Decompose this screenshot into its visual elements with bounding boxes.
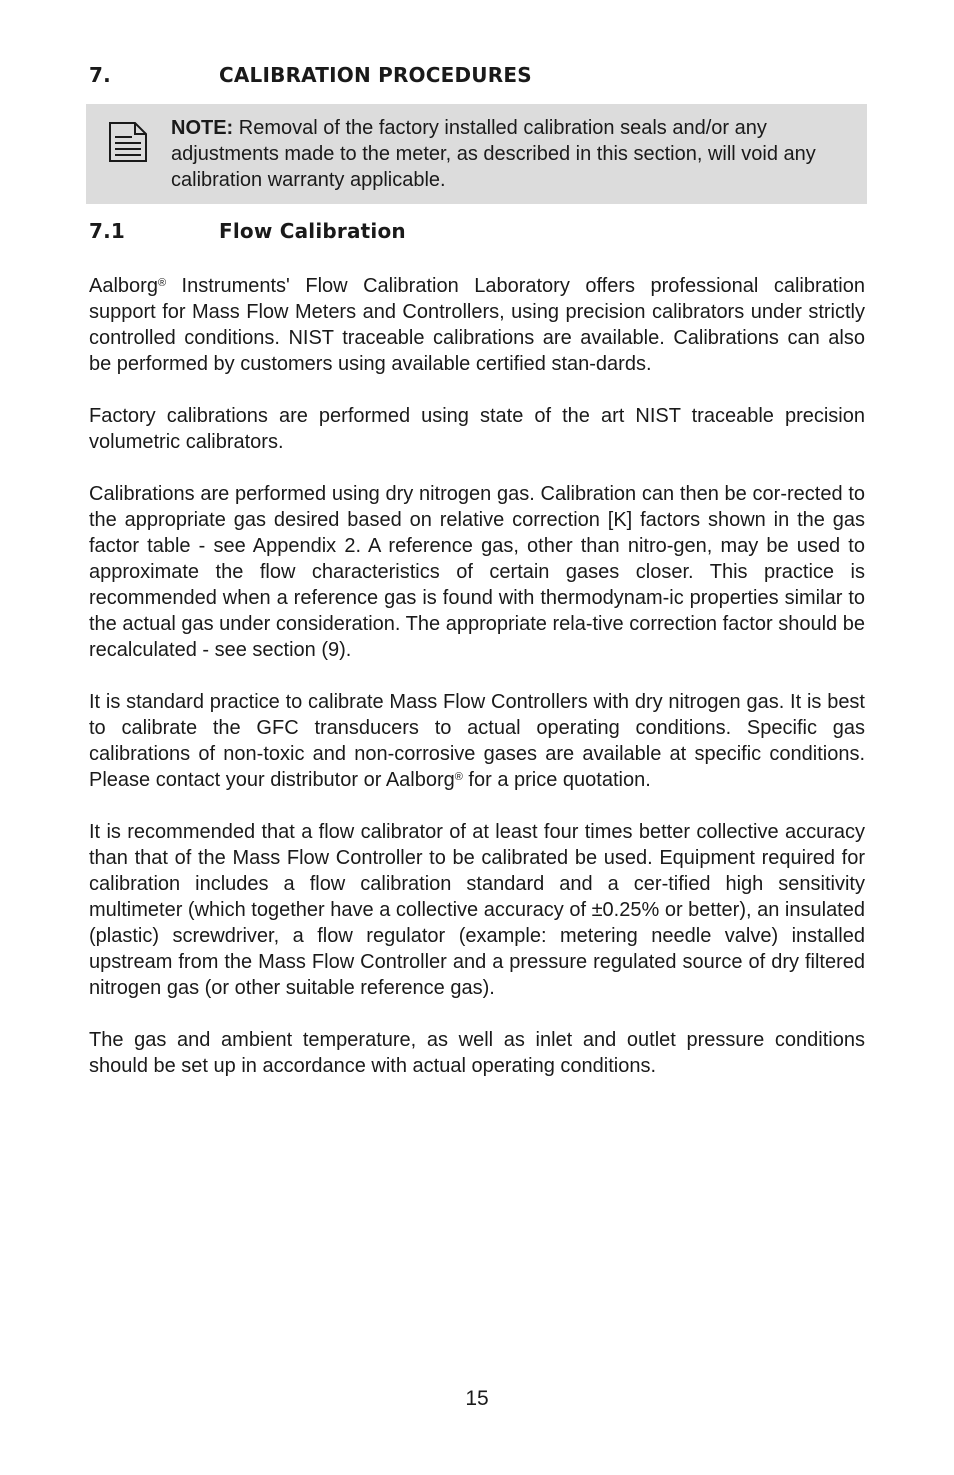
section-number: 7. [89, 63, 111, 87]
note-body: Removal of the factory installed calibration seals and/or any adjustments made to the meter, as described in this section, will void any calibration warranty applicable. [171, 117, 816, 191]
subsection-title: Flow Calibration [219, 219, 406, 243]
note-label: NOTE: [171, 117, 234, 139]
subsection-number: 7.1 [89, 219, 126, 243]
page-number: 15 [465, 1387, 489, 1410]
brand-name: Aalborg [89, 275, 158, 297]
section-title: CALIBRATION PROCEDURES [219, 63, 532, 87]
body-text [89, 273, 865, 1105]
note-callout [86, 104, 867, 204]
paragraph-5: It is recommended that a flow calibrator of at least four times better collective accuracy than that of the Mass Flow Controller to be calibrated be used. Equipment required for calibration includes a flow calibration standard and a cer-tified high sensitivity multimeter (which together have a collective accuracy of ±0.25% or better), an insulated (plastic) screwdriver, a flow regulator (example: metering needle valve) installed upstream from the Mass Flow Controller and a pressure regulated source of dry filtered nitrogen gas (or other suitable reference gas). [89, 821, 865, 999]
paragraph-4: It is standard practice to calibrate Mass Flow Controllers with dry nitrogen gas. It is best to calibrate the GFC transducers to actual operating conditions. Specific gas calibrations of non-toxic and non-corrosive gases are available at specific conditions. Please contact your distributor or Aalborg® for a price quotation. [89, 691, 865, 791]
note-text [171, 115, 851, 193]
registered-mark: ® [157, 277, 167, 289]
registered-mark: ® [454, 771, 463, 783]
paragraph-2: Factory calibrations are performed using state of the art NIST traceable precision volumetric calibrators. [89, 405, 865, 453]
paragraph-6: The gas and ambient temperature, as well as inlet and outlet pressure conditions should be set up in accordance with actual operating conditions. [89, 1029, 865, 1077]
paragraph-1: Aalborg® Instruments' Flow Calibration Laboratory offers professional calibration support for Mass Flow Meters and Controllers, using precision calibrators under strictly controlled conditions. NIST traceable calibrations are available. Calibrations can also be performed by customers using available certified stan-dards. [89, 275, 865, 375]
paragraph-3: Calibrations are performed using dry nitrogen gas. Calibration can then be cor-rected to the appropriate gas desired based on relative correction [K] factors shown in the gas factor table - see Appendix 2. A reference gas, other than nitro-gen, may be used to approximate the flow characteristics of certain gases closer. This practice is recommended when a reference gas is found with thermodynam-ic properties similar to the actual gas under consideration. The appropriate rela-tive correction factor should be recalculated - see section (9). [89, 483, 865, 661]
note-icon [108, 121, 148, 163]
